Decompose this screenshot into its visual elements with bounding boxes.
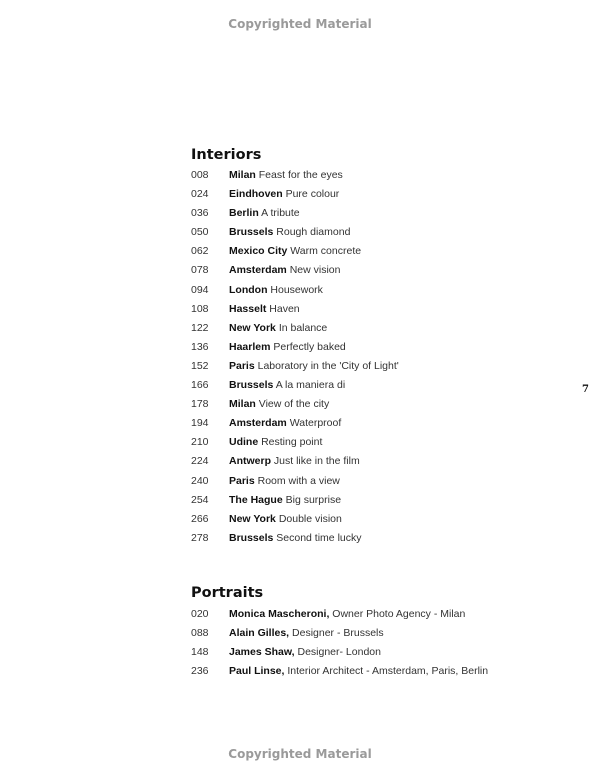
entry-name: Antwerp	[229, 455, 271, 468]
entry-description: Resting point	[261, 436, 323, 449]
interiors-entry	[191, 338, 399, 357]
page-number-ref: 122	[191, 321, 209, 334]
entry-description: Owner Photo Agency - Milan	[332, 608, 466, 620]
interiors-entry	[191, 166, 399, 185]
page-number-ref: 062	[191, 245, 209, 258]
entry-description: Rough diamond	[276, 226, 351, 239]
interiors-entry	[191, 261, 399, 280]
page-number-ref: 152	[191, 359, 209, 372]
portraits-entry	[191, 605, 488, 624]
entry-description: Feast for the eyes	[258, 169, 343, 181]
page-number-ref: 236	[191, 665, 209, 678]
entry-description: Interior Architect - Amsterdam, Paris, Berlin	[287, 665, 489, 678]
page-number-ref: 036	[191, 207, 209, 220]
entry-name: James Shaw,	[229, 646, 295, 659]
portraits-entry	[191, 662, 488, 681]
entry-name: Paul Linse,	[229, 665, 285, 678]
entry-name: Udine	[229, 436, 259, 449]
page-number-ref: 166	[191, 379, 209, 392]
entry-description: Housework	[270, 283, 323, 296]
entry-description: Designer- London	[297, 646, 381, 659]
entry-description: View of the city	[258, 398, 330, 411]
page-number-ref: 278	[191, 531, 209, 544]
entry-description: In balance	[278, 321, 328, 334]
interiors-list	[191, 166, 399, 548]
page-number-ref: 024	[191, 188, 209, 201]
page-number-ref: 108	[191, 302, 209, 315]
page-number-ref: 050	[191, 226, 209, 239]
copyright-watermark-bottom: Copyrighted Material	[228, 747, 372, 761]
page-number-ref: 178	[191, 398, 209, 411]
interiors-entry	[191, 414, 399, 433]
entry-name: Brussels	[229, 531, 274, 544]
entry-description: Designer - Brussels	[292, 627, 384, 640]
entry-name: Milan	[229, 169, 256, 181]
entry-description: Haven	[269, 302, 300, 315]
entry-name: London	[229, 283, 268, 296]
entry-name: The Hague	[229, 493, 283, 506]
entry-name: Berlin	[229, 207, 259, 220]
interiors-entry	[191, 529, 399, 548]
entry-name: Amsterdam	[229, 417, 287, 430]
page-number-ref: 254	[191, 493, 209, 506]
entry-name: Paris	[229, 474, 255, 487]
interiors-entry	[191, 319, 399, 338]
section-title-interiors: Interiors	[191, 147, 262, 163]
page-number-ref: 240	[191, 474, 209, 487]
interiors-entry	[191, 472, 399, 491]
interiors-entry	[191, 395, 399, 414]
interiors-entry	[191, 510, 399, 529]
entry-name: Paris	[229, 359, 255, 372]
section-title-portraits: Portraits	[191, 585, 264, 601]
entry-name: Haarlem	[229, 340, 271, 353]
page-number-ref: 008	[191, 169, 209, 181]
entry-description: Big surprise	[285, 493, 342, 506]
page-number-ref: 148	[191, 646, 209, 659]
interiors-entry	[191, 185, 399, 204]
entry-description: A la maniera di	[275, 379, 346, 392]
entry-description: New vision	[289, 264, 341, 277]
entry-name: Hasselt	[229, 302, 267, 315]
entry-description: Laboratory in the 'City of Light'	[257, 359, 399, 372]
interiors-entry	[191, 452, 399, 471]
portraits-list	[191, 605, 488, 681]
page-number-ref: 020	[191, 608, 209, 620]
entry-description: Waterproof	[289, 417, 342, 430]
interiors-entry	[191, 242, 399, 261]
entry-name: New York	[229, 512, 276, 525]
entry-name: Brussels	[229, 379, 274, 392]
interiors-entry	[191, 204, 399, 223]
entry-name: Mexico City	[229, 245, 288, 258]
page-number-ref: 136	[191, 340, 209, 353]
page-number: 7	[582, 384, 589, 395]
entry-description: A tribute	[261, 207, 300, 220]
entry-description: Double vision	[278, 512, 342, 525]
entry-description: Second time lucky	[276, 531, 362, 544]
interiors-entry	[191, 281, 399, 300]
entry-name: Eindhoven	[229, 188, 283, 201]
page-number-ref: 094	[191, 283, 209, 296]
page-number-ref: 266	[191, 512, 209, 525]
entry-name: Milan	[229, 398, 256, 411]
page-number-ref: 088	[191, 627, 209, 640]
portraits-entry	[191, 643, 488, 662]
entry-name: Amsterdam	[229, 264, 287, 277]
entry-name: Alain Gilles,	[229, 627, 290, 640]
entry-name: Monica Mascheroni,	[229, 608, 330, 620]
interiors-entry	[191, 491, 399, 510]
entry-description: Warm concrete	[290, 245, 362, 258]
entry-description: Perfectly baked	[273, 340, 346, 353]
entry-name: New York	[229, 321, 276, 334]
page-number-ref: 210	[191, 436, 209, 449]
interiors-entry	[191, 433, 399, 452]
interiors-entry	[191, 376, 399, 395]
page-number-ref: 224	[191, 455, 209, 468]
copyright-watermark-top: Copyrighted Material	[228, 17, 372, 31]
interiors-entry	[191, 300, 399, 319]
portraits-entry	[191, 624, 488, 643]
interiors-entry	[191, 223, 399, 242]
entry-description: Just like in the film	[273, 455, 360, 468]
interiors-entry	[191, 357, 399, 376]
page-number-ref: 194	[191, 417, 209, 430]
entry-description: Room with a view	[257, 474, 340, 487]
entry-description: Pure colour	[285, 188, 340, 201]
page-number-ref: 078	[191, 264, 209, 277]
entry-name: Brussels	[229, 226, 274, 239]
